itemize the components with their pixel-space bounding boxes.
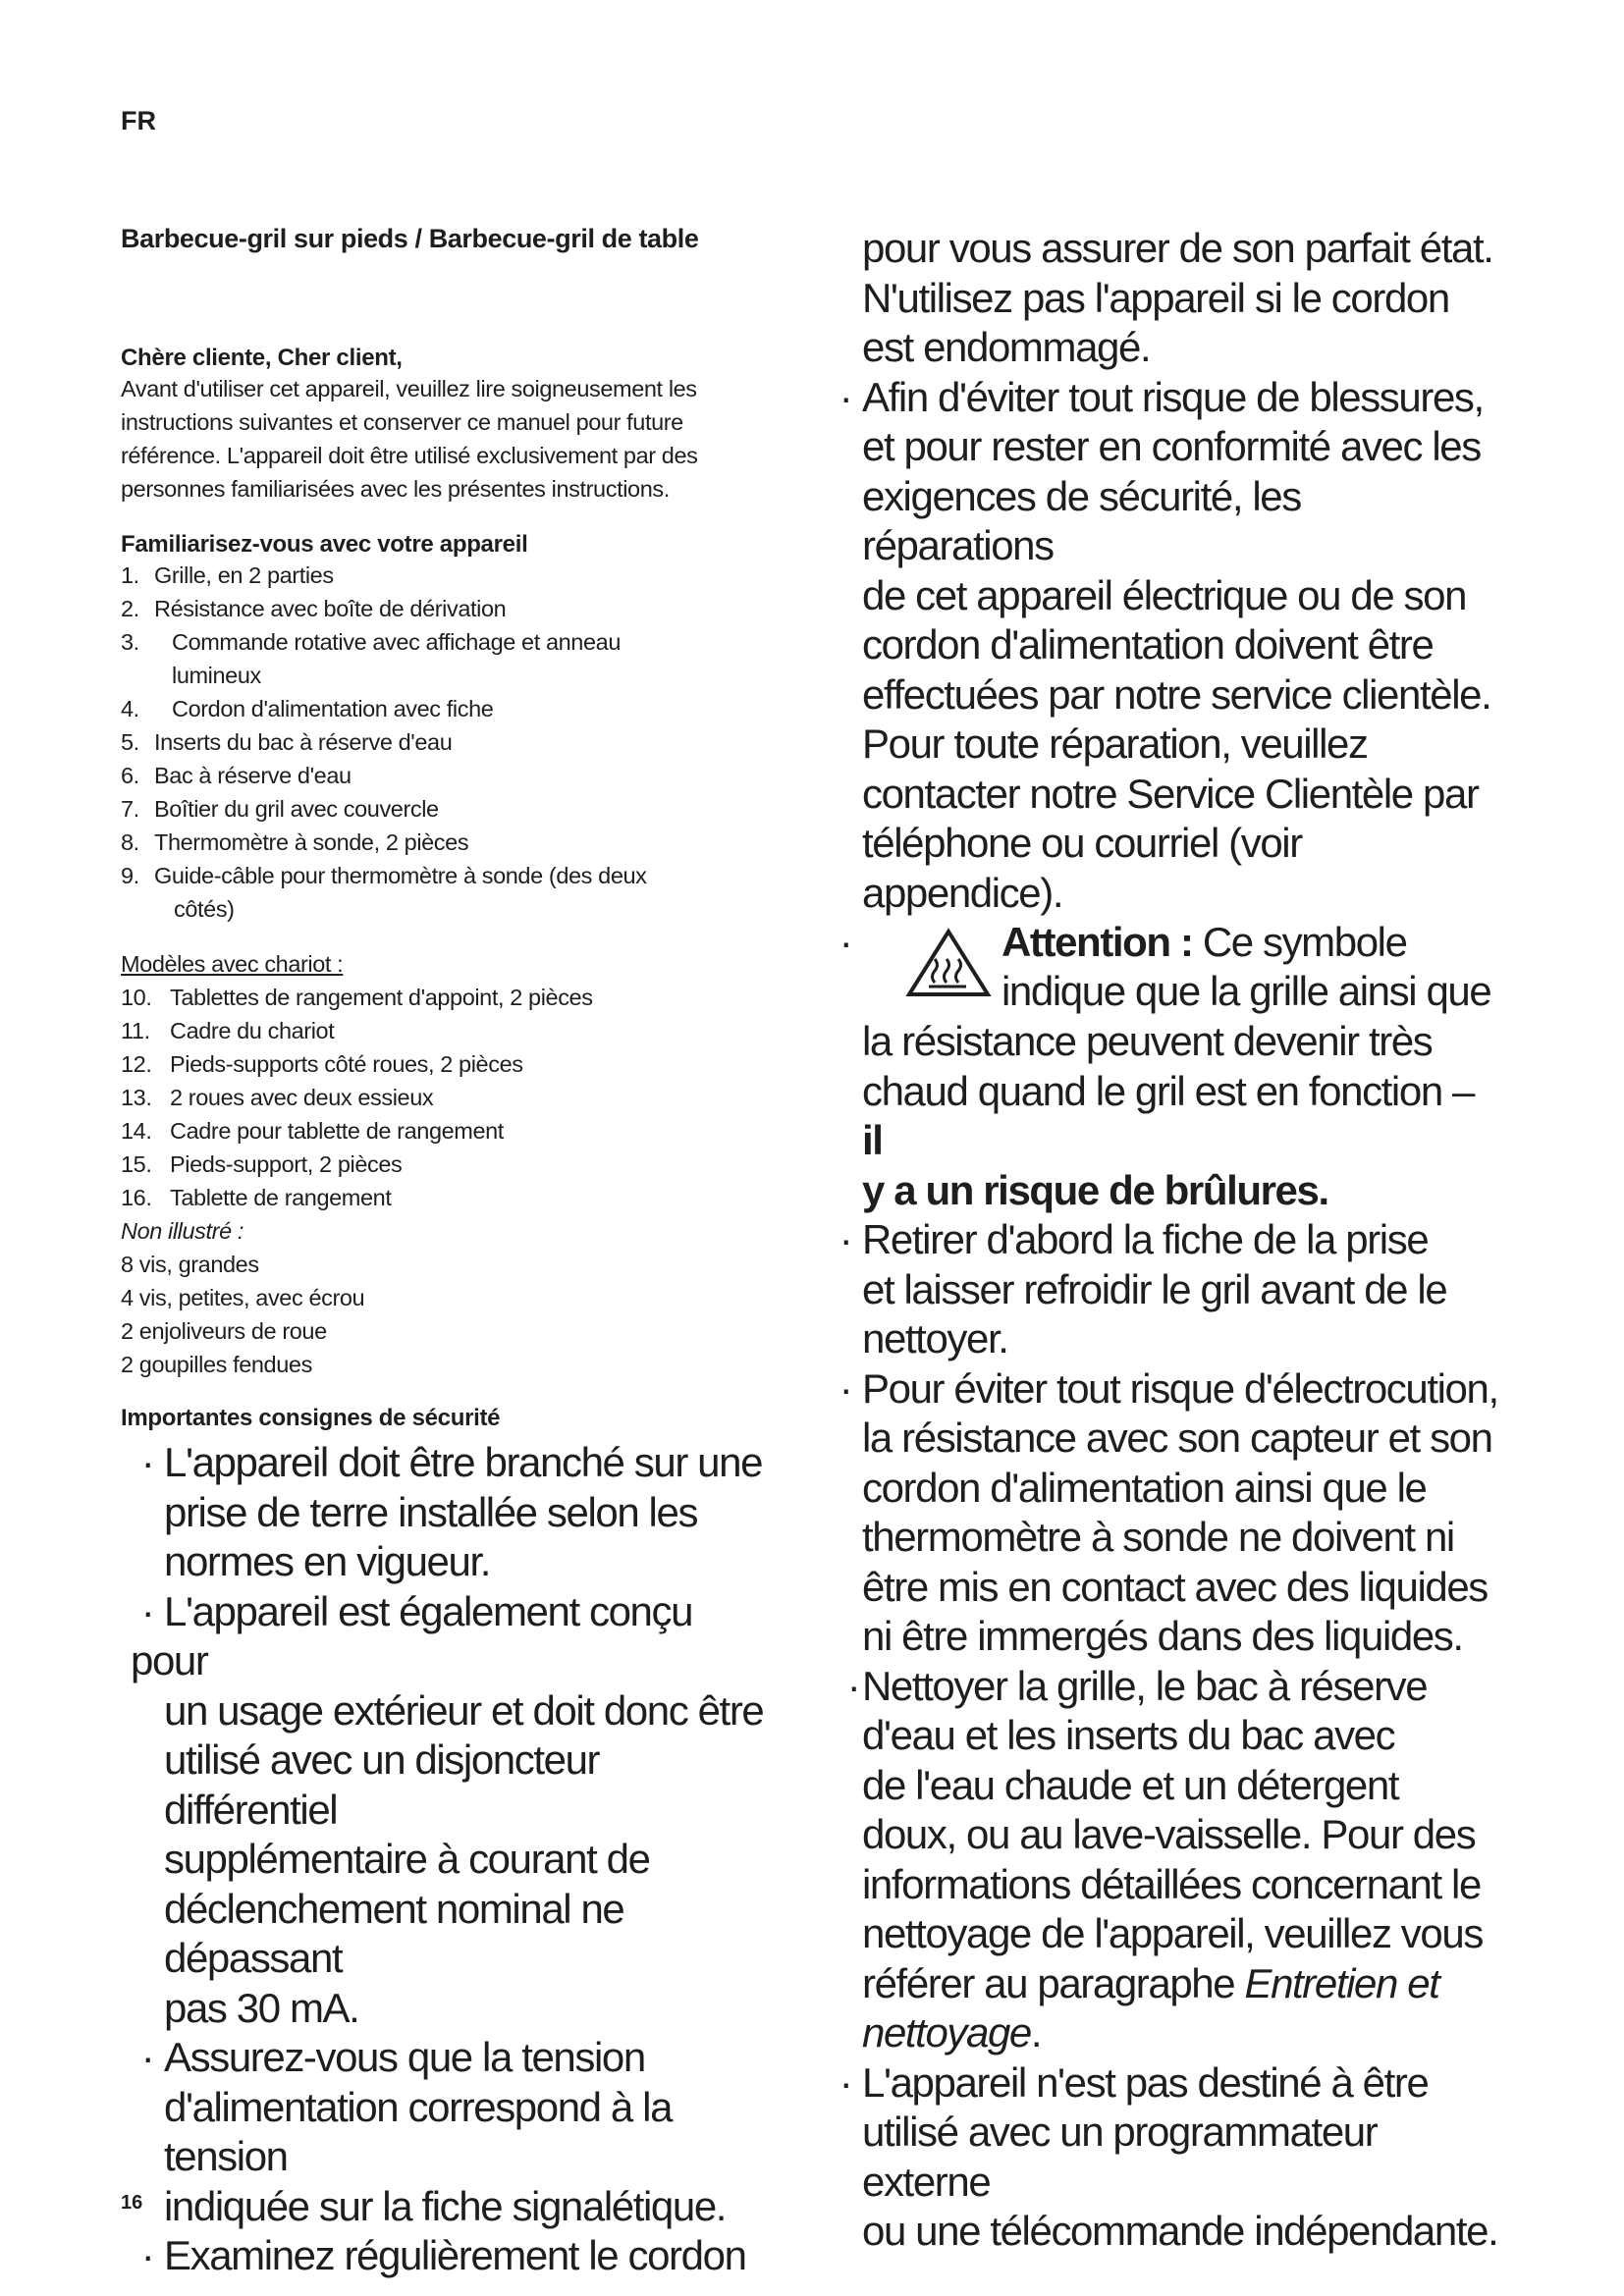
safety-item-line: un usage extérieur et doit donc être [164,1686,764,1734]
safety-item-line: doux, ou au lave-vaisselle. Pour des [862,1811,1476,1857]
safety-item-line: utilisé avec un disjoncteur différentiel [164,1736,600,1833]
list-item: 4. Cordon d'alimentation avec fiche [121,696,494,721]
safety-item-line: normes en vigueur. [164,1538,491,1584]
list-item: 15. Pieds-support, 2 pièces [121,1151,403,1177]
safety-item: · L'appareil est également conçu pour [131,1587,693,1683]
safety-item-line: thermomètre à sonde ne doivent ni [862,1514,1454,1560]
safety-item-line: nettoyage. [862,2009,1042,2056]
safety-item-line: nettoyage de l'appareil, veuillez vous [862,1910,1483,1956]
hot-surface-warning-icon [905,928,992,998]
list-item: 13. 2 roues avec deux essieux [121,1085,434,1110]
safety-item-line: contacter notre Service Clientèle par [862,770,1479,817]
safety-item-line: de l'eau chaude et un détergent [862,1761,1399,1808]
page-number: 16 [121,2192,143,2214]
list-item: 8 vis, grandes [121,1252,259,1277]
greeting-text [121,372,769,506]
safety-item-line: pour vous assurer de son parfait état. [862,225,1493,271]
safety-item-line: informations détaillées concernant le [862,1860,1481,1907]
safety-item-line: exigences de sécurité, les réparations [862,472,1301,568]
safety-item: ·Nettoyer la grille, le bac à réserve [846,1662,1428,1709]
safety-item-line: pas 30 mA. [164,1984,359,2031]
safety-item: · Pour éviter tout risque d'électrocution, [839,1364,1498,1412]
greeting-line: référence. L'appareil doit être utilisé exclusivement par des [121,443,698,468]
cart-models-heading: Modèles avec chariot : [121,951,344,977]
list-item: 4 vis, petites, avec écrou [121,1285,365,1310]
safety-item-line: déclenchement nominal ne dépassant [164,1885,624,1981]
safety-item-line: utilisé avec un programmateur externe [862,2109,1378,2205]
safety-item-line: être mis en contact avec des liquides [862,1563,1488,1610]
list-item: 8. Thermomètre à sonde, 2 pièces [121,829,469,855]
list-item: 10. Tablettes de rangement d'appoint, 2 pièces [121,985,593,1010]
not-shown-label: Non illustré : [121,1218,244,1244]
list-item-continuation: côtés) [174,896,235,922]
attention-block [829,918,1500,1017]
list-item: 12. Pieds-supports côté roues, 2 pièces [121,1051,523,1077]
greeting-line: personnes familiarisées avec les présentes instructions. [121,476,670,502]
safety-list-left [131,1438,769,2281]
safety-item-line: ni être immergés dans des liquides. [862,1613,1463,1659]
list-item: 2. Résistance avec boîte de dérivation [121,596,507,621]
list-item: 5. Inserts du bac à réserve d'eau [121,729,453,755]
safety-item-line: téléphone ou courriel (voir appendice). [862,820,1302,916]
list-item: 11. Cadre du chariot [121,1018,335,1043]
safety-item-line: la résistance avec son capteur et son [862,1415,1492,1461]
greeting-heading: Chère cliente, Cher client, [121,345,403,371]
list-item: 6. Bac à réserve d'eau [121,763,352,788]
greeting-line: instructions suivantes et conserver ce manuel pour future [121,409,683,435]
attention-line-3: la résistance peuvent devenir très [862,1018,1433,1064]
not-shown-list [121,1248,769,1381]
cart-parts-list [121,981,769,1214]
safety-item: · L'appareil n'est pas destiné à être [839,2058,1429,2106]
safety-item-line: et laisser refroidir le gril avant de le [862,1265,1447,1312]
attention-line-4: chaud quand le gril est en fonction – il [862,1067,1475,1163]
safety-item-line: d'eau et les inserts du bac avec [862,1712,1395,1758]
safety-item-line: ou une télécommande indépendante. [862,2208,1498,2254]
left-column [121,224,769,2281]
list-item: 2 goupilles fendues [121,1352,312,1377]
list-item-continuation: lumineux [172,663,261,688]
list-item: 16. Tablette de rangement [121,1185,392,1210]
safety-item-line: nettoyer. [862,1315,1008,1362]
list-item: 14. Cadre pour tablette de rangement [121,1118,504,1144]
page-title: Barbecue-gril sur pieds / Barbecue-gril de table [121,224,699,253]
safety-item-line: référer au paragraphe Entretien et [862,1959,1439,2006]
parts-list [121,559,769,926]
safety-item-line: prise de terre installée selon les [164,1488,698,1535]
safety-item: · Afin d'éviter tout risque de blessures, [839,373,1484,420]
safety-item-line: Pour toute réparation, veuillez [862,721,1368,767]
greeting-line: Avant d'utiliser cet appareil, veuillez lire soigneusement les [121,376,697,401]
safety-item-line: supplémentaire à courant de [164,1836,650,1882]
bullet: · [839,919,852,965]
language-code: FR [121,106,156,135]
safety-item: · Assurez-vous que la tension [140,2034,645,2080]
attention-line-2: indique que la grille ainsi que [1001,968,1491,1014]
safety-heading: Importantes consignes de sécurité [121,1405,501,1431]
safety-item: · Retirer d'abord la fiche de la prise [839,1216,1429,1262]
safety-item: · L'appareil doit être branché sur une [140,1439,763,1485]
list-item: 1. Grille, en 2 parties [121,562,334,588]
safety-item-line: et pour rester en conformité avec les [862,423,1481,469]
attention-line-1: Attention : Ce symbole [1001,919,1407,965]
safety-item-line: cordon d'alimentation doivent être [862,621,1434,667]
list-item: 2 enjoliveurs de roue [121,1318,327,1344]
safety-item-line: de cet appareil électrique ou de son [862,571,1467,618]
safety-item-line: effectuées par notre service clientèle. [862,670,1491,718]
parts-heading: Familiarisez-vous avec votre appareil [121,531,528,558]
list-item: 7. Boîtier du gril avec couvercle [121,796,439,822]
list-item: 3. Commande rotative avec affichage et anneau [121,629,621,655]
right-column [839,224,1500,2257]
safety-item: · Examinez régulièrement le cordon [140,2232,746,2278]
safety-item-line: N'utilisez pas l'appareil si le cordon [862,274,1449,321]
safety-item-line: est endommagé. [862,324,1151,370]
safety-item-line: indiquée sur la fiche signalétique. [164,2182,727,2229]
safety-item-line: cordon d'alimentation ainsi que le [862,1464,1427,1511]
list-item: 9. Guide-câble pour thermomètre à sonde (des deux [121,863,647,888]
safety-item-line: d'alimentation correspond à la tension [164,2083,673,2179]
attention-line-5: y a un risque de brûlures. [862,1166,1328,1213]
